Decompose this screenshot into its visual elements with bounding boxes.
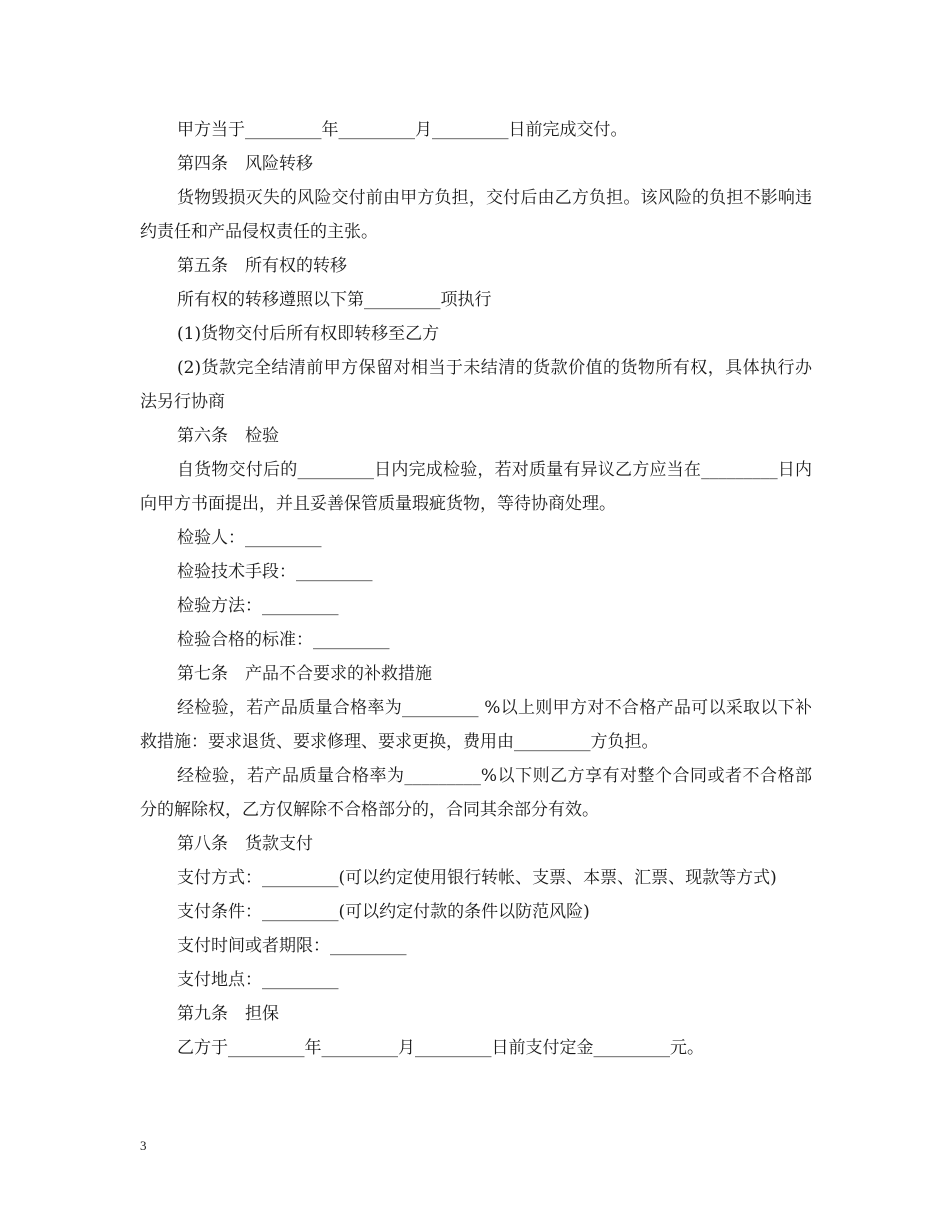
inspection-period-paragraph: 自货物交付后的_________日内完成检验，若对质量有异议乙方应当在_________日内向甲方书面提出，并且妥善保管质量瑕疵货物，等待协商处理。 (140, 460, 812, 514)
delivery-date-paragraph: 甲方当于_________年_________月_________日前完成交付。 (177, 120, 628, 140)
page-number: 3 (140, 1138, 147, 1153)
remedy-below-rate-paragraph: 经检验，若产品质量合格率为_________%以下则乙方享有对整个合同或者不合格部分的解除权，乙方仅解除不合格部分的，合同其余部分有效。 (140, 766, 812, 820)
article-6-heading: 第六条 检验 (177, 426, 279, 446)
inspection-technique-line: 检验技术手段：_________ (177, 562, 373, 582)
inspection-method-line: 检验方法：_________ (177, 596, 339, 616)
inspector-line: 检验人：_________ (177, 528, 322, 548)
ownership-option-paragraph: 所有权的转移遵照以下第_________项执行 (177, 290, 492, 310)
risk-transfer-paragraph: 货物毁损灭失的风险交付前由甲方负担，交付后由乙方负担。该风险的负担不影响违约责任和产品侵权责任的主张。 (140, 188, 812, 242)
inspection-standard-line: 检验合格的标准：_________ (177, 630, 390, 650)
article-9-heading: 第九条 担保 (177, 1004, 279, 1024)
payment-location-line: 支付地点：_________ (177, 970, 339, 990)
ownership-option-2: (2)货款完全结清前甲方保留对相当于未结清的货款价值的货物所有权，具体执行办法另行协商 (140, 358, 812, 412)
payment-condition-line: 支付条件：_________(可以约定付款的条件以防范风险) (177, 902, 590, 922)
document-body (140, 113, 812, 1065)
ownership-option-1: (1)货物交付后所有权即转移至乙方 (177, 324, 440, 344)
deposit-paragraph: 乙方于_________年_________月_________日前支付定金_________元。 (177, 1038, 704, 1058)
article-4-heading: 第四条 风险转移 (177, 154, 313, 174)
article-7-heading: 第七条 产品不合要求的补救措施 (177, 664, 432, 684)
article-5-heading: 第五条 所有权的转移 (177, 256, 347, 276)
remedy-above-rate-paragraph: 经检验，若产品质量合格率为_________ %以上则甲方对不合格产品可以采取以下补救措施：要求退货、要求修理、要求更换，费用由_________方负担。 (140, 698, 812, 752)
payment-time-line: 支付时间或者期限：_________ (177, 936, 407, 956)
article-8-heading: 第八条 货款支付 (177, 834, 313, 854)
payment-method-line: 支付方式：_________(可以约定使用银行转帐、支票、本票、汇票、现款等方式) (177, 868, 777, 888)
